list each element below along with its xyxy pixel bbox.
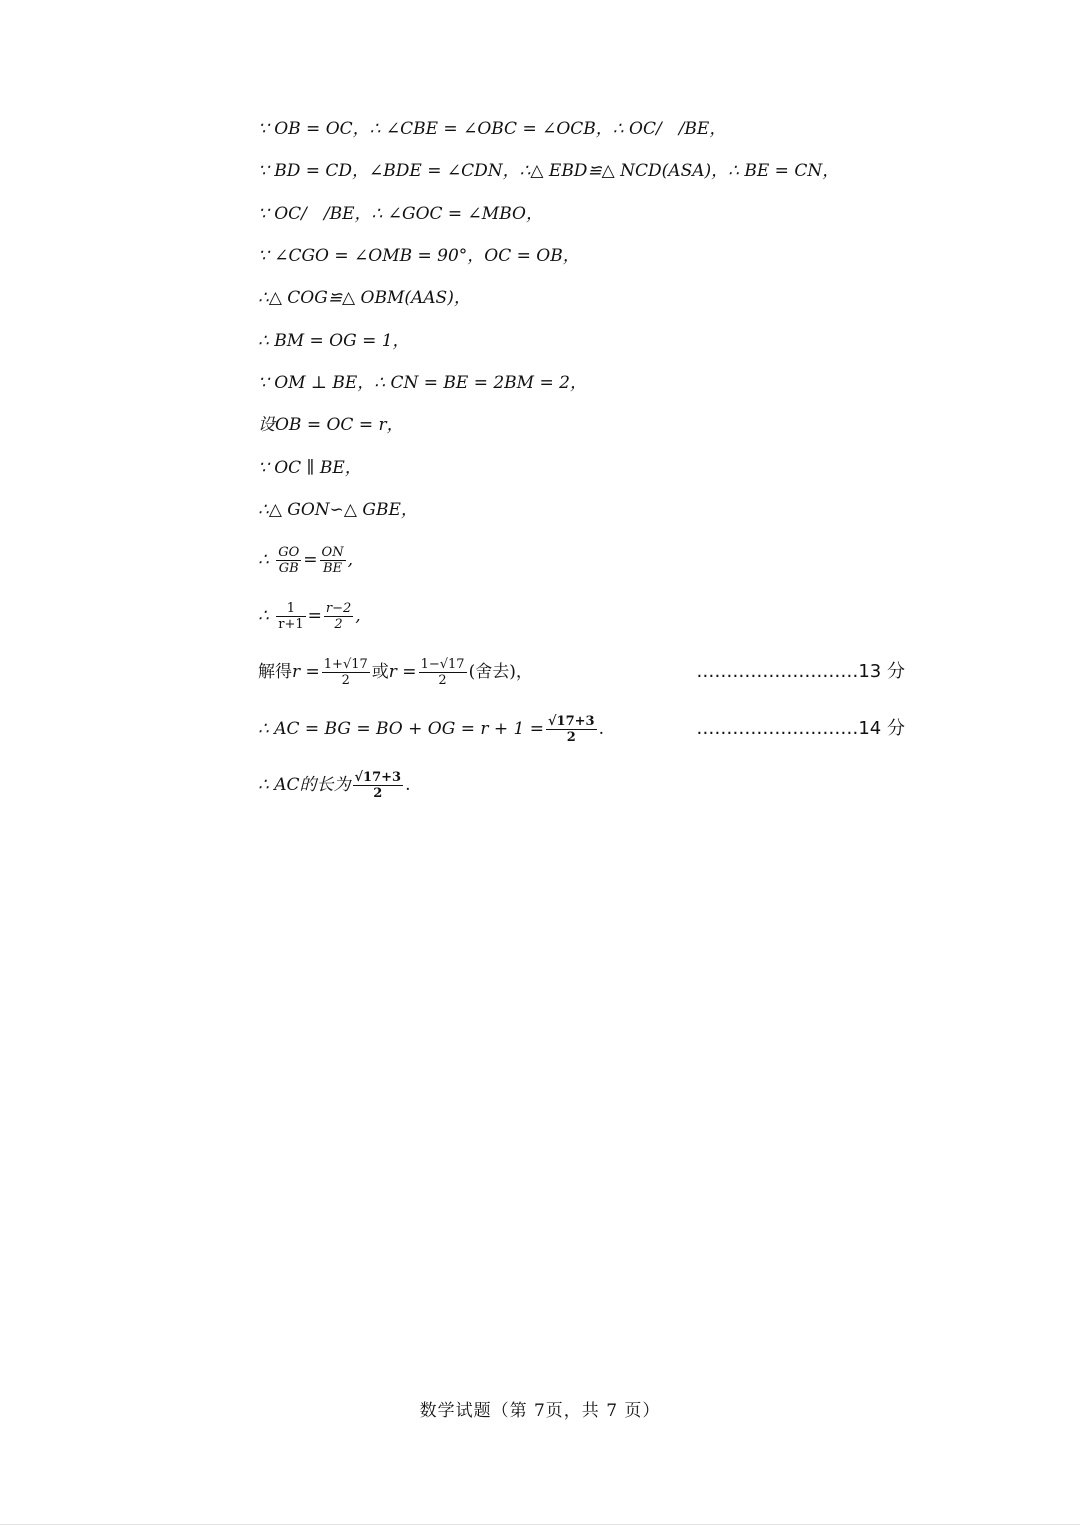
- fraction-r2-2: [324, 601, 353, 632]
- fraction-denominator: GB: [278, 561, 299, 576]
- fraction-final: [353, 770, 404, 801]
- final-suffix: .: [405, 775, 411, 795]
- solution-line-5: ∴△ COG≌△ OBM(AAS)，: [258, 288, 471, 308]
- fraction-numerator: 1−√17: [420, 657, 465, 672]
- fraction-numerator: r−2: [325, 601, 352, 616]
- solution-line-9: ∵ OC ∥ BE，: [258, 458, 362, 478]
- solve-var-2: r =: [388, 662, 417, 682]
- fraction-root-plus: [322, 657, 370, 688]
- solution-line-10: ∴△ GON∽△ GBE，: [258, 500, 418, 520]
- bottom-divider: [0, 1524, 1080, 1525]
- ratio-prefix: ∴: [258, 550, 275, 570]
- fraction-ac: [546, 714, 597, 745]
- substitution-line: [258, 601, 361, 631]
- ac-prefix: ∴ AC = BG = BO + OG = r + 1 =: [258, 719, 545, 739]
- fraction-numerator: √17+3: [354, 770, 402, 785]
- solution-line-2: ∵ BD = CD，∠BDE = ∠CDN，∴△ EBD≌△ NCD(ASA)，∴ BE = CN，: [258, 161, 840, 181]
- solve-suffix: (舍去)，: [468, 662, 533, 682]
- fraction-numerator: ON: [321, 545, 344, 560]
- solution-line-4: ∵ ∠CGO = ∠OMB = 90°，OC = OB，: [258, 246, 580, 266]
- ratio-line: [258, 545, 353, 575]
- fraction-denominator: BE: [323, 561, 343, 576]
- solution-line-3: ∵ OC/ /BE，∴ ∠GOC = ∠MBO，: [258, 204, 543, 224]
- equals-sign: =: [307, 606, 322, 626]
- substitution-suffix: ,: [355, 606, 361, 626]
- fraction-denominator: 2: [373, 786, 383, 801]
- solve-var-1: r =: [292, 662, 320, 682]
- fraction-numerator: √17+3: [548, 714, 595, 729]
- fraction-numerator: GO: [278, 545, 300, 560]
- solve-line: [258, 657, 905, 688]
- page-footer: 数学试题（第 7页，共 7 页）: [419, 1401, 661, 1421]
- ratio-suffix: ,: [347, 550, 353, 570]
- ac-line: [258, 714, 905, 745]
- fraction-numerator: 1: [276, 601, 305, 617]
- fraction-denominator: 2: [341, 673, 350, 688]
- equals-sign: =: [303, 550, 318, 570]
- solve-or: 或: [371, 662, 389, 682]
- final-line: [258, 770, 411, 800]
- fraction-1-r1: [276, 601, 305, 632]
- ac-suffix: .: [598, 719, 604, 739]
- score-14: ………………………14 分: [696, 718, 905, 739]
- fraction-denominator: r+1: [278, 617, 304, 632]
- fraction-denominator: 2: [438, 673, 447, 688]
- fraction-denominator: 2: [334, 617, 343, 632]
- fraction-denominator: 2: [566, 730, 576, 745]
- fraction-on-be: [320, 545, 346, 576]
- substitution-prefix: ∴: [258, 606, 275, 626]
- fraction-go-gb: [276, 545, 301, 576]
- solution-line-7: ∵ OM ⊥ BE，∴ CN = BE = 2BM = 2，: [258, 373, 587, 393]
- solution-line-8: 设OB = OC = r，: [258, 415, 404, 435]
- solve-prefix: 解得: [258, 662, 292, 682]
- final-prefix: ∴ AC的长为: [258, 775, 351, 795]
- solution-line-6: ∴ BM = OG = 1，: [258, 331, 410, 351]
- fraction-root-minus: [419, 657, 467, 688]
- score-13: ………………………13 分: [696, 661, 905, 682]
- solution-line-1: ∵ OB = OC，∴ ∠CBE = ∠OBC = ∠OCB，∴ OC/ /BE，: [258, 119, 727, 139]
- fraction-numerator: 1+√17: [323, 657, 368, 672]
